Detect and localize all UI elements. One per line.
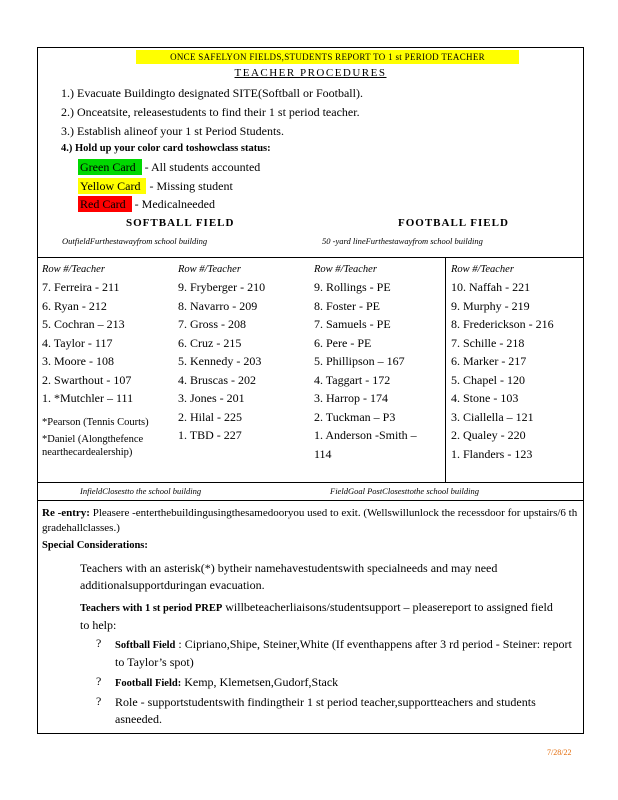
softball-column-1 bbox=[42, 261, 174, 459]
sub-softball bbox=[115, 636, 577, 671]
date-stamp: 7/28/22 bbox=[547, 748, 572, 757]
list-item: 3. Harrop - 174 bbox=[314, 391, 388, 405]
list-item: 6. Cruz - 215 bbox=[178, 335, 242, 350]
list-item: 6. Pere - PE bbox=[314, 335, 372, 350]
list-item: 3. Moore - 108 bbox=[42, 354, 114, 368]
list-item: 1. TBD - 227 bbox=[178, 428, 242, 442]
row-label: Row #/Teacher bbox=[178, 264, 241, 275]
bullet-prep-bold: Teachers with 1 st period PREP bbox=[80, 603, 223, 614]
list-item: 5. Cochran – 213 bbox=[42, 317, 125, 331]
list-item: 2. Hilal - 225 bbox=[178, 409, 242, 424]
yellow-card-row bbox=[78, 178, 233, 195]
list-item: 6. Ryan - 212 bbox=[42, 298, 107, 313]
list-item: 4. Taggart - 172 bbox=[314, 372, 391, 387]
list-item: 8. Frederickson - 216 bbox=[451, 317, 554, 331]
list-item: 10. Naffah - 221 bbox=[451, 280, 531, 294]
football-header: FOOTBALL FIELD bbox=[398, 217, 509, 229]
bullet-prep bbox=[80, 599, 560, 634]
red-card-swatch: Red Card bbox=[78, 196, 132, 212]
table-bottom-rule bbox=[38, 482, 583, 483]
column-divider bbox=[445, 257, 446, 482]
list-item: 2. Qualey - 220 bbox=[451, 428, 526, 442]
red-card-desc: - Medicalneeded bbox=[134, 197, 215, 211]
list-item: 7. Samuels - PE bbox=[314, 317, 391, 331]
infield-note: InfieldClosestto the school building bbox=[80, 486, 202, 496]
list-item: 6. Marker - 217 bbox=[451, 354, 527, 368]
sub-bullet-icon: ? bbox=[96, 674, 102, 688]
list-item: 2. Swarthout - 107 bbox=[42, 372, 132, 387]
list-item: 2. Tuckman – P3 bbox=[314, 409, 396, 424]
list-item: 9. Murphy - 219 bbox=[451, 298, 530, 313]
yellow-card-swatch: Yellow Card bbox=[78, 178, 146, 194]
sub-bullet-icon: ? bbox=[96, 694, 102, 708]
list-item: 1. Anderson -Smith – bbox=[314, 428, 417, 442]
softball-header: SOFTBALL FIELD bbox=[126, 217, 235, 229]
row-label: Row #/Teacher bbox=[314, 264, 377, 275]
list-item: 114 bbox=[314, 446, 332, 461]
reentry-label: Re -entry: bbox=[42, 507, 90, 519]
row-label: Row #/Teacher bbox=[451, 264, 514, 275]
procedure-2: 2.) Onceatsite, releasestudents to find their 1 st period teacher. bbox=[61, 105, 360, 119]
football-column-1 bbox=[314, 261, 440, 463]
list-item: 7. Ferreira - 211 bbox=[42, 280, 120, 294]
special-considerations-label: Special Considerations: bbox=[42, 540, 148, 551]
list-item: 4. Bruscas - 202 bbox=[178, 372, 256, 387]
sub-football-bold: Football Field: bbox=[115, 678, 182, 689]
softball-column-2 bbox=[178, 261, 310, 445]
list-item: 5. Kennedy - 203 bbox=[178, 354, 262, 368]
list-item: 1. Flanders - 123 bbox=[451, 446, 533, 461]
procedure-4: 4.) Hold up your color card toshowclass status: bbox=[61, 143, 271, 154]
procedures-page bbox=[37, 47, 584, 734]
table-top-rule bbox=[38, 257, 583, 258]
list-item: 3. Jones - 201 bbox=[178, 391, 245, 405]
page-title: TEACHER PROCEDURES bbox=[234, 67, 387, 79]
list-item: 8. Navarro - 209 bbox=[178, 298, 258, 313]
sub-softball-text: : Cipriano,Shipe, Steiner,White (If eventhappens after 3 rd period - Steiner: report to Taylor’s spot) bbox=[115, 637, 572, 669]
list-item: 9. Fryberger - 210 bbox=[178, 280, 266, 294]
red-card-row bbox=[78, 196, 215, 213]
note-daniel: *Daniel (Alongthefence nearthecardealership) bbox=[42, 433, 144, 458]
procedure-3: 3.) Establish alineof your 1 st Period Students. bbox=[61, 124, 284, 138]
softball-sub: OutfieldFurthestawayfrom school building bbox=[62, 236, 208, 246]
sub-bullet-icon: ? bbox=[96, 636, 102, 650]
list-item: 9. Rollings - PE bbox=[314, 280, 391, 294]
football-sub: 50 -yard lineFurthestawayfrom school building bbox=[322, 236, 483, 246]
bullet-prep-text: willbeteacherliaisons/studentsupport – pleasereport to assigned field to help: bbox=[80, 600, 553, 632]
procedure-1: 1.) Evacuate Buildingto designated SITE(Softball or Football). bbox=[61, 86, 363, 100]
list-item: 7. Gross - 208 bbox=[178, 317, 246, 331]
list-item: 3. Ciallella – 121 bbox=[451, 409, 534, 424]
bullet-asterisk: Teachers with an asterisk(*) bytheir namehavestudentswith specialneeds and may need additionalsupportduringan evacuation. bbox=[80, 561, 498, 592]
row-label: Row #/Teacher bbox=[42, 264, 105, 275]
reentry-paragraph bbox=[42, 506, 582, 536]
reentry-text: Pleasere -enterthebuildingusingthesamedooryou used to exit. (Wellswillunlock the recessdoor for upstairs/6 th gradehallclasses.) bbox=[42, 507, 578, 534]
fieldgoal-note: FieldGoal PostClosesttothe school building bbox=[330, 486, 479, 496]
list-item: 5. Phillipson – 167 bbox=[314, 354, 405, 368]
note-pearson: *Pearson (Tennis Courts) bbox=[42, 416, 149, 428]
green-card-row bbox=[78, 159, 260, 176]
list-item: 8. Foster - PE bbox=[314, 298, 380, 313]
list-item: 1. *Mutchler – 111 bbox=[42, 391, 134, 405]
reentry-rule bbox=[38, 500, 583, 501]
sub-role: Role - supportstudentswith findingtheir 1 st period teacher,supportteachers and students asneeded. bbox=[115, 695, 536, 726]
list-item: 5. Chapel - 120 bbox=[451, 372, 525, 387]
yellow-card-desc: - Missing student bbox=[149, 179, 233, 193]
banner: ONCE SAFELYON FIELDS,STUDENTS REPORT TO 1 st PERIOD TEACHER bbox=[136, 50, 519, 64]
football-column-2 bbox=[451, 261, 583, 463]
sub-football-text: Kemp, Klemetsen,Gudorf,Stack bbox=[184, 675, 339, 689]
green-card-desc: - All students accounted bbox=[144, 160, 261, 174]
sub-softball-bold: Softball Field bbox=[115, 640, 176, 651]
sub-football bbox=[115, 674, 555, 692]
green-card-swatch: Green Card bbox=[78, 159, 142, 175]
list-item: 4. Stone - 103 bbox=[451, 391, 519, 405]
list-item: 4. Taylor - 117 bbox=[42, 335, 113, 350]
list-item: 7. Schille - 218 bbox=[451, 335, 525, 350]
